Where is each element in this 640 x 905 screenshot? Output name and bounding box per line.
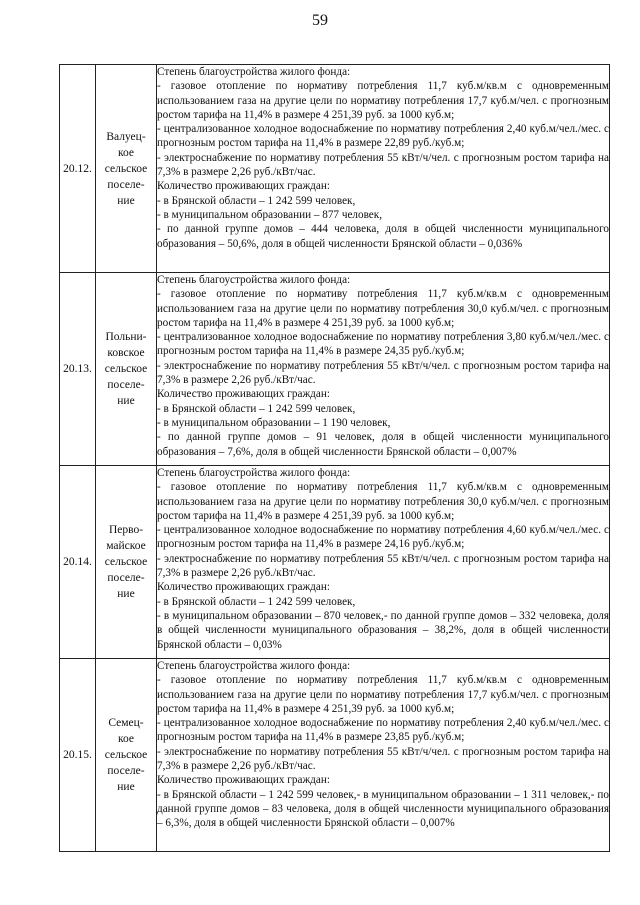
housing-table	[59, 64, 610, 852]
settlement-name-part: поселе-	[107, 379, 145, 391]
description-line: - в Брянской области – 1 242 599 человек,	[157, 595, 356, 608]
description-line: - централизованное холодное водоснабжение по нормативу потребления 3,80 куб.м/чел./мес. с прогнозным ростом тарифа на 11,4% в размере 24,35 руб./куб.м;	[157, 331, 609, 358]
settlement-name-part: майское	[106, 540, 146, 552]
settlement-name-part: поселе-	[107, 178, 145, 191]
description-line: - в муниципальном образовании – 870 человек,- по данной группе домов – 332 человека, доля в общей численности муниципального образования – 38,2%, доля в общей численности Брянской области – 0,03%	[157, 609, 609, 651]
settlement-name-part: ние	[117, 588, 135, 600]
row-number: 20.13.	[60, 273, 96, 466]
description-line: - электроснабжение по нормативу потребления 55 кВт/ч/чел. с прогнозным ростом тарифа на 7,3% в размере 2,26 руб./кВт/час.	[157, 359, 609, 387]
table-row	[60, 659, 610, 852]
table-row	[60, 466, 610, 659]
description-line: - централизованное холодное водоснабжение по нормативу потребления 2,40 куб.м/чел./мес. с прогнозным ростом тарифа на 11,4% в размере 23,85 руб./куб.м;	[157, 717, 609, 744]
settlement-name	[96, 659, 157, 852]
description-line: - централизованное холодное водоснабжение по нормативу потребления 4,60 куб.м/чел./мес. с прогнозным ростом тарифа на 11,4% в размере 24,16 руб./куб.м;	[157, 524, 609, 551]
housing-description	[157, 65, 610, 273]
settlement-name-part: сельское	[104, 162, 148, 175]
row-number: 20.15.	[60, 659, 96, 852]
settlement-name-part: кое	[118, 733, 134, 745]
description-line: Степень благоустройства жилого фонда:	[157, 274, 351, 286]
settlement-name-part: сельское	[104, 556, 148, 568]
housing-description	[157, 466, 610, 659]
description-line: Степень благоустройства жилого фонда:	[157, 467, 351, 479]
settlement-name	[96, 65, 157, 273]
description-line: - газовое отопление по нормативу потребления 11,7 куб.м/кв.м с одновременным использованием газа на другие цели по нормативу потребления 17,7 куб.м/чел. с прогнозным ростом тарифа на 11,4% в размере 4 251,39 руб. за 1000 куб.м;	[157, 80, 609, 121]
housing-description	[157, 659, 610, 852]
description-line: - электроснабжение по нормативу потребления 55 кВт/ч/чел. с прогнозным ростом тарифа на 7,3% в размере 2,26 руб./кВт/час.	[157, 745, 609, 773]
settlement-name-part: ние	[117, 194, 135, 207]
settlement-name-part: ние	[117, 781, 135, 793]
description-line: - электроснабжение по нормативу потребления 55 кВт/ч/чел. с прогнозным ростом тарифа на 7,3% в размере 2,26 руб./кВт/час.	[157, 151, 609, 179]
settlement-name	[96, 273, 157, 466]
settlement-name-part: ние	[117, 395, 135, 407]
row-number: 20.12.	[60, 65, 96, 273]
description-line: - в Брянской области – 1 242 599 человек,	[157, 194, 356, 207]
settlement-name-part: поселе-	[107, 572, 145, 584]
description-line: - централизованное холодное водоснабжение по нормативу потребления 2,40 куб.м/чел./мес. с прогнозным ростом тарифа на 11,4% в размере 22,89 руб./куб.м;	[157, 123, 609, 150]
description-line: - электроснабжение по нормативу потребления 55 кВт/ч/чел. с прогнозным ростом тарифа на 7,3% в размере 2,26 руб./кВт/час.	[157, 552, 609, 580]
settlement-name	[96, 466, 157, 659]
description-line: - по данной группе домов – 444 человека, доля в общей численности муниципального образования – 50,6%, доля в общей численности Брянской области – 0,036%	[157, 223, 609, 250]
description-line: Количество проживающих граждан:	[157, 774, 330, 787]
description-line: - газовое отопление по нормативу потребления 11,7 куб.м/кв.м с одновременным использованием газа на другие цели по нормативу потребления 17,7 куб.м/чел. с прогнозным ростом тарифа на 11,4% в размере 4 251,39 руб. за 1000 куб.м;	[157, 674, 609, 715]
description-line: Количество проживающих граждан:	[157, 180, 330, 193]
housing-description	[157, 273, 610, 466]
settlement-name-part: поселе-	[107, 765, 145, 777]
description-line: - в Брянской области – 1 242 599 человек,- в муниципальном образовании – 1 311 человек,- по данной группе домов – 83 человека, доля в общей численности муниципального образования – 6,3%, доля в общей численности Брянской области – 0,007%	[157, 788, 609, 830]
settlement-name-part: сельское	[104, 749, 148, 761]
description-line: Количество проживающих граждан:	[157, 388, 330, 401]
description-line: - в муниципальном образовании – 877 человек,	[157, 208, 383, 221]
settlement-name-part: Перво-	[108, 524, 144, 536]
description-line: Степень благоустройства жилого фонда:	[157, 660, 351, 672]
settlement-name-part: кое	[118, 146, 134, 159]
settlement-name-part: Валуец-	[106, 130, 146, 143]
settlement-name-part: Семец-	[108, 717, 144, 729]
table-row	[60, 65, 610, 273]
page-number: 59	[312, 12, 328, 29]
description-line: - газовое отопление по нормативу потребления 11,7 куб.м/кв.м с одновременным использованием газа на другие цели по нормативу потребления 30,0 куб.м/чел. с прогнозным ростом тарифа на 11,4% в размере 4 251,39 руб. за 1000 куб.м;	[157, 481, 609, 522]
row-number: 20.14.	[60, 466, 96, 659]
table-row	[60, 273, 610, 466]
settlement-name-part: ковское	[107, 347, 145, 359]
description-line: - в Брянской области – 1 242 599 человек,	[157, 402, 356, 415]
settlement-name-part: сельское	[104, 363, 148, 375]
settlement-name-part: Польни-	[105, 331, 147, 343]
description-line: Количество проживающих граждан:	[157, 581, 330, 594]
description-line: - в муниципальном образовании – 1 190 человек,	[157, 416, 391, 429]
description-line: - по данной группе домов – 91 человек, доля в общей численности муниципального образования – 7,6%, доля в общей численности Брянской области – 0,007%	[157, 431, 609, 458]
description-line: Степень благоустройства жилого фонда:	[157, 66, 351, 78]
description-line: - газовое отопление по нормативу потребления 11,7 куб.м/кв.м с одновременным использованием газа на другие цели по нормативу потребления 30,0 куб.м/чел. с прогнозным ростом тарифа на 11,4% в размере 4 251,39 руб. за 1000 куб.м;	[157, 288, 609, 329]
